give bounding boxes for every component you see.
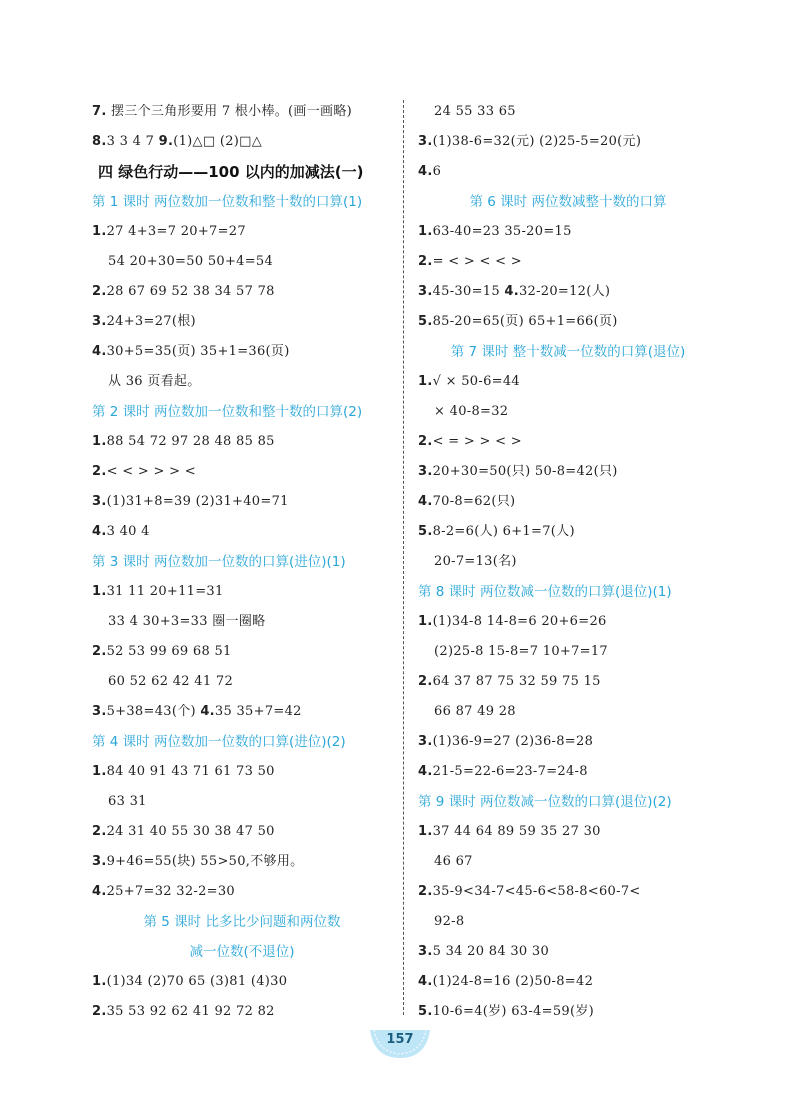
answer-line: [418, 817, 718, 847]
answer-line: [92, 97, 392, 127]
question-number: 3.: [92, 494, 107, 509]
answer-text: (1)34-8 14-8=6 20+6=26: [432, 614, 607, 629]
answer-line: [418, 727, 718, 757]
answer-line: [92, 997, 392, 1027]
answer-line: [418, 487, 718, 517]
answer-text: 24+3=27(根): [106, 314, 196, 329]
answer-line: [418, 967, 718, 997]
question-number: 2.: [92, 824, 107, 839]
question-number: 4.: [92, 884, 107, 899]
question-number: 3.: [418, 944, 433, 959]
answer-text: 5 34 20 84 30 30: [432, 944, 550, 959]
answer-text: (1)36-9=27 (2)36-8=28: [432, 734, 594, 749]
answer-line: [92, 697, 392, 727]
question-number: 1.: [418, 824, 433, 839]
answer-line: [418, 427, 718, 457]
question-number: 3.: [418, 134, 433, 149]
lesson-heading: 减一位数(不退位): [189, 944, 295, 960]
answer-line: [92, 457, 392, 487]
question-number: 5.: [418, 1004, 433, 1019]
answer-text: 84 40 91 43 71 61 73 50: [106, 764, 275, 779]
answer-text: 28 67 69 52 38 34 57 78: [106, 284, 275, 299]
question-number: 1.: [92, 584, 107, 599]
answer-text: 20+30=50(只) 50-8=42(只): [432, 464, 618, 479]
answer-text: 3 40 4: [106, 524, 150, 539]
answer-text: 27 4+3=7 20+7=27: [106, 224, 246, 239]
question-number: 5.: [418, 524, 433, 539]
answer-text: 88 54 72 97 28 48 85 85: [106, 434, 275, 449]
question-number: 2.: [92, 284, 107, 299]
answer-line: [418, 157, 718, 187]
answer-text: 70-8=62(只): [432, 494, 516, 509]
answer-text: 8-2=6(人) 6+1=7(人): [432, 524, 575, 539]
question-number: 1.: [92, 974, 107, 989]
answer-text: 30+5=35(页) 35+1=36(页): [106, 344, 290, 359]
lesson-heading: 第 8 课时 两位数减一位数的口算(退位)(1): [418, 584, 672, 600]
answer-text: (1)38-6=32(元) (2)25-5=20(元): [432, 134, 642, 149]
lesson-heading: 第 7 课时 整十数减一位数的口算(退位): [450, 344, 686, 360]
answer-text: 32-20=12(人): [518, 284, 611, 299]
page-number-badge: [368, 1024, 432, 1060]
question-number: 2.: [92, 464, 107, 479]
question-number: 2.: [418, 434, 433, 449]
answer-line: [92, 307, 392, 337]
left-column: [92, 97, 392, 1027]
answer-line: [418, 997, 718, 1027]
answer-line: [92, 337, 392, 367]
answer-continuation: 46 67: [434, 854, 473, 869]
question-number: 4.: [418, 494, 433, 509]
answer-text: = < > < < >: [432, 254, 522, 269]
answer-continuation: (2)25-8 15-8=7 10+7=17: [434, 644, 608, 659]
question-number: 1.: [92, 224, 107, 239]
answer-text: 37 44 64 89 59 35 27 30: [432, 824, 601, 839]
question-number: 2.: [92, 644, 107, 659]
question-number: 4.: [92, 524, 107, 539]
answer-text: 10-6=4(岁) 63-4=59(岁): [432, 1004, 595, 1019]
answer-line: [92, 517, 392, 547]
answer-line: [418, 277, 718, 307]
question-number: 5.: [418, 314, 433, 329]
question-number: 3.: [92, 854, 107, 869]
answer-continuation: 60 52 62 42 41 72: [108, 674, 234, 689]
answer-text: 25+7=32 32-2=30: [106, 884, 236, 899]
answer-text: < < > > > <: [106, 464, 196, 479]
answer-continuation: 24 55 33 65: [434, 104, 516, 119]
answer-line: [92, 217, 392, 247]
question-number: 8.: [92, 134, 107, 149]
question-number: 3.: [418, 464, 433, 479]
lesson-heading: 第 5 课时 比多比少问题和两位数: [143, 914, 341, 930]
question-number: 1.: [418, 224, 433, 239]
question-number: 3.: [418, 284, 433, 299]
question-number: 3.: [418, 734, 433, 749]
question-number: 1.: [418, 374, 433, 389]
answer-continuation: × 40-8=32: [434, 404, 509, 419]
answer-continuation: 63 31: [108, 794, 147, 809]
question-number: 2.: [92, 1004, 107, 1019]
column-divider: [403, 100, 404, 1015]
chapter-heading: 四 绿色行动——100 以内的加减法(一): [98, 163, 364, 181]
answer-continuation: 54 20+30=50 50+4=54: [108, 254, 274, 269]
answer-text: 31 11 20+11=31: [106, 584, 224, 599]
question-number: 3.: [92, 314, 107, 329]
answer-continuation: 20-7=13(名): [434, 554, 517, 569]
answer-line: [92, 127, 392, 157]
answer-text: 35 35+7=42: [214, 704, 302, 719]
page-number: 157: [386, 1032, 414, 1047]
question-number: 2.: [418, 884, 433, 899]
answer-line: [92, 487, 392, 517]
answer-continuation: 92-8: [434, 914, 465, 929]
question-number: 2.: [418, 254, 433, 269]
answer-text: 摆三个三角形要用 7 根小棒。(画一画略): [106, 104, 353, 119]
question-number: 7.: [92, 104, 107, 119]
lesson-heading: 第 9 课时 两位数减一位数的口算(退位)(2): [418, 794, 672, 810]
answer-text: 64 37 87 75 32 59 75 15: [432, 674, 601, 689]
answer-text: 6: [432, 164, 442, 179]
question-number: 9.: [158, 134, 174, 149]
answer-line: [92, 817, 392, 847]
answer-text: (1)31+8=39 (2)31+40=71: [106, 494, 289, 509]
lesson-heading: 第 2 课时 两位数加一位数和整十数的口算(2): [92, 404, 363, 420]
question-number: 4.: [418, 164, 433, 179]
answer-text: 52 53 99 69 68 51: [106, 644, 232, 659]
answer-line: [92, 877, 392, 907]
answer-line: [418, 457, 718, 487]
answer-text: 85-20=65(页) 65+1=66(页): [432, 314, 618, 329]
answer-text: 45-30=15: [432, 284, 505, 299]
answer-text: < = > > < >: [432, 434, 522, 449]
answer-line: [92, 577, 392, 607]
answer-line: [418, 667, 718, 697]
answer-continuation: 66 87 49 28: [434, 704, 516, 719]
question-number: 1.: [92, 764, 107, 779]
answer-text: 35 53 92 62 41 92 72 82: [106, 1004, 275, 1019]
right-column: [418, 97, 718, 1027]
question-number: 4.: [504, 284, 519, 299]
answer-line: [418, 247, 718, 277]
question-number: 4.: [418, 974, 433, 989]
answer-line: [418, 127, 718, 157]
answer-line: [418, 217, 718, 247]
answer-text: (1)34 (2)70 65 (3)81 (4)30: [106, 974, 288, 989]
answer-text: (1)24-8=16 (2)50-8=42: [432, 974, 594, 989]
answer-text: 21-5=22-6=23-7=24-8: [432, 764, 588, 779]
answer-line: [418, 937, 718, 967]
question-number: 4.: [418, 764, 433, 779]
question-number: 1.: [418, 614, 433, 629]
question-number: 4.: [200, 704, 215, 719]
answer-line: [92, 757, 392, 787]
answer-text: 35-9<34-7<45-6<58-8<60-7<: [432, 884, 641, 899]
lesson-heading: 第 4 课时 两位数加一位数的口算(进位)(2): [92, 734, 346, 750]
answer-text: 24 31 40 55 30 38 47 50: [106, 824, 275, 839]
answer-line: [92, 427, 392, 457]
answer-line: [418, 517, 718, 547]
question-number: 4.: [92, 344, 107, 359]
answer-line: [92, 847, 392, 877]
answer-line: [418, 307, 718, 337]
answer-text: 9+46=55(块) 55>50,不够用。: [106, 854, 304, 869]
question-number: 3.: [92, 704, 107, 719]
answer-line: [418, 877, 718, 907]
answer-text: √ × 50-6=44: [432, 374, 520, 389]
lesson-heading: 第 1 课时 两位数加一位数和整十数的口算(1): [92, 194, 363, 210]
answer-line: [418, 367, 718, 397]
lesson-heading: 第 3 课时 两位数加一位数的口算(进位)(1): [92, 554, 346, 570]
lesson-heading: 第 6 课时 两位数减整十数的口算: [469, 194, 667, 210]
question-number: 2.: [418, 674, 433, 689]
answer-line: [92, 637, 392, 667]
answer-text: 5+38=43(个): [106, 704, 201, 719]
answer-continuation: 33 4 30+3=33 圈一圈略: [108, 614, 266, 629]
answer-line: [418, 607, 718, 637]
answer-continuation: 从 36 页看起。: [108, 374, 201, 389]
answer-line: [92, 967, 392, 997]
question-number: 1.: [92, 434, 107, 449]
answer-text: (1)△□ (2)□△: [173, 134, 263, 149]
answer-line: [418, 757, 718, 787]
answer-text: 63-40=23 35-20=15: [432, 224, 572, 239]
answer-text: 3 3 4 7: [106, 134, 159, 149]
answer-line: [92, 277, 392, 307]
